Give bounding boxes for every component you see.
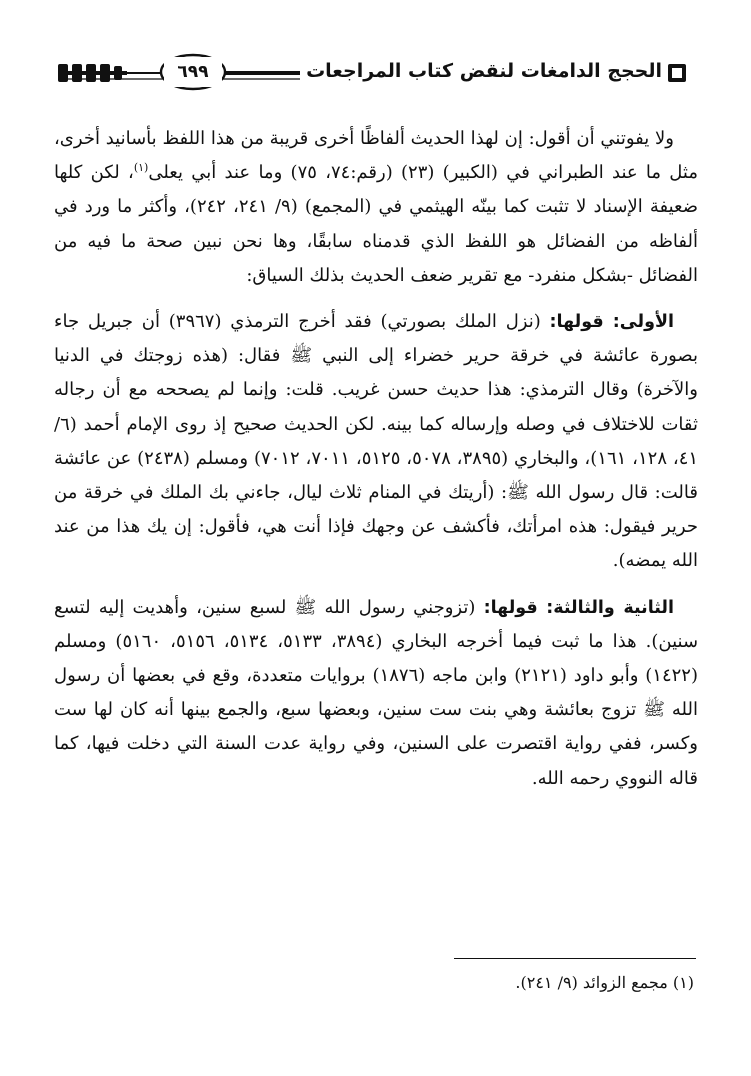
paragraph-text: (تزوجني رسول الله ﷺ لسبع سنين، وأهديت إليه لتسع سنين). هذا ما ثبت فيما أخرجه البخاري (٣٨٩٤، ٥١٣٣، ٥١٣٤، ٥١٥٦، ٥١٦٠) ومسلم (١٤٢٢) وأبو داود (٢١٢١) وابن ماجه (١٨٧٦) بروايات متعددة، وقع في بعضها أن رسول الله ﷺ تزوج بعائشة وهي بنت ست سنين، وبعضها سبع، والجمع بينها أنه كان لها ست وكسر، ففي رواية اقتصرت على السنين، وفي رواية عدت السنة التي دخلت فيها، كما قاله النووي رحمه الله. xyxy=(54,596,699,789)
paragraph-text-continued: ، لكن كلها ضعيفة الإسناد لا تثبت كما بينّه الهيثمي في (المجمع) (٩/ ٢٤١، ٢٤٢)، وأكثر ما ورد في ألفاظه من الفضائل هو اللفظ الذي قدمناه سابقًا، وها نحن نبين صحة ما فيه من الفضائل -بشكل منفرد- مع تقرير ضعف الحديث بذلك السياق: xyxy=(54,162,698,286)
paragraph-text: ولا يفوتني أن أقول: إن لهذا الحديث ألفاظًا أخرى قريبة من هذا اللفظ بأسانيد أخرى، مثل ما عند الطبراني في (الكبير) (٢٣) (رقم:٧٤، ٧٥) وما عند أبي يعلى xyxy=(54,128,699,184)
paragraph-text: (نزل الملك بصورتي) فقد أخرج الترمذي (٣٩٦٧) أن جبريل جاء بصورة عائشة في خرقة حرير خضراء إلى النبي ﷺ فقال: (هذه زوجتك في الدنيا والآخرة) وقال الترمذي: هذا حديث حسن غريب. قلت: وإنما لم يصححه مع أن رجاله ثقات للاختلاف في وصله وإرساله كما بينه. لكن الحديث صحيح إذ روى الإمام أحمد (٦/ ٤١، ١٢٨، ١٦١)، والبخاري (٣٨٩٥، ٥٠٧٨، ٥١٢٥، ٧٠١١، ٧٠١٢) ومسلم (٢٤٣٨) عن عائشة قالت: قال رسول الله ﷺ: (أريتك في المنام ثلاث ليال، جاءني بك الملك في خرقة من حرير فيقول: هذه امرأتك، فأكشف عن وجهك فإذا أنت هي، فأقول: إن يك هذا من عند الله يمضه). xyxy=(54,311,699,572)
paragraph-2 xyxy=(54,305,698,579)
header-right-knot xyxy=(668,64,686,82)
paragraph-3 xyxy=(54,591,698,796)
page-number: ٦٩٩ xyxy=(164,57,222,87)
page-header xyxy=(56,48,690,98)
running-title: الحجج الدامغات لنقض كتاب المراجعات xyxy=(300,60,668,82)
paragraph-1 xyxy=(54,122,698,293)
footnote-ref[interactable]: (١) xyxy=(133,161,149,175)
footnote-divider xyxy=(454,958,696,959)
paragraph-lead: الثانية والثالثة: قولها: xyxy=(483,597,674,618)
paragraph-lead: الأولى: قولها: xyxy=(549,312,674,333)
footnote: (١) مجمع الزوائد (٩/ ٢٤١). xyxy=(515,973,694,992)
main-text xyxy=(54,122,698,796)
